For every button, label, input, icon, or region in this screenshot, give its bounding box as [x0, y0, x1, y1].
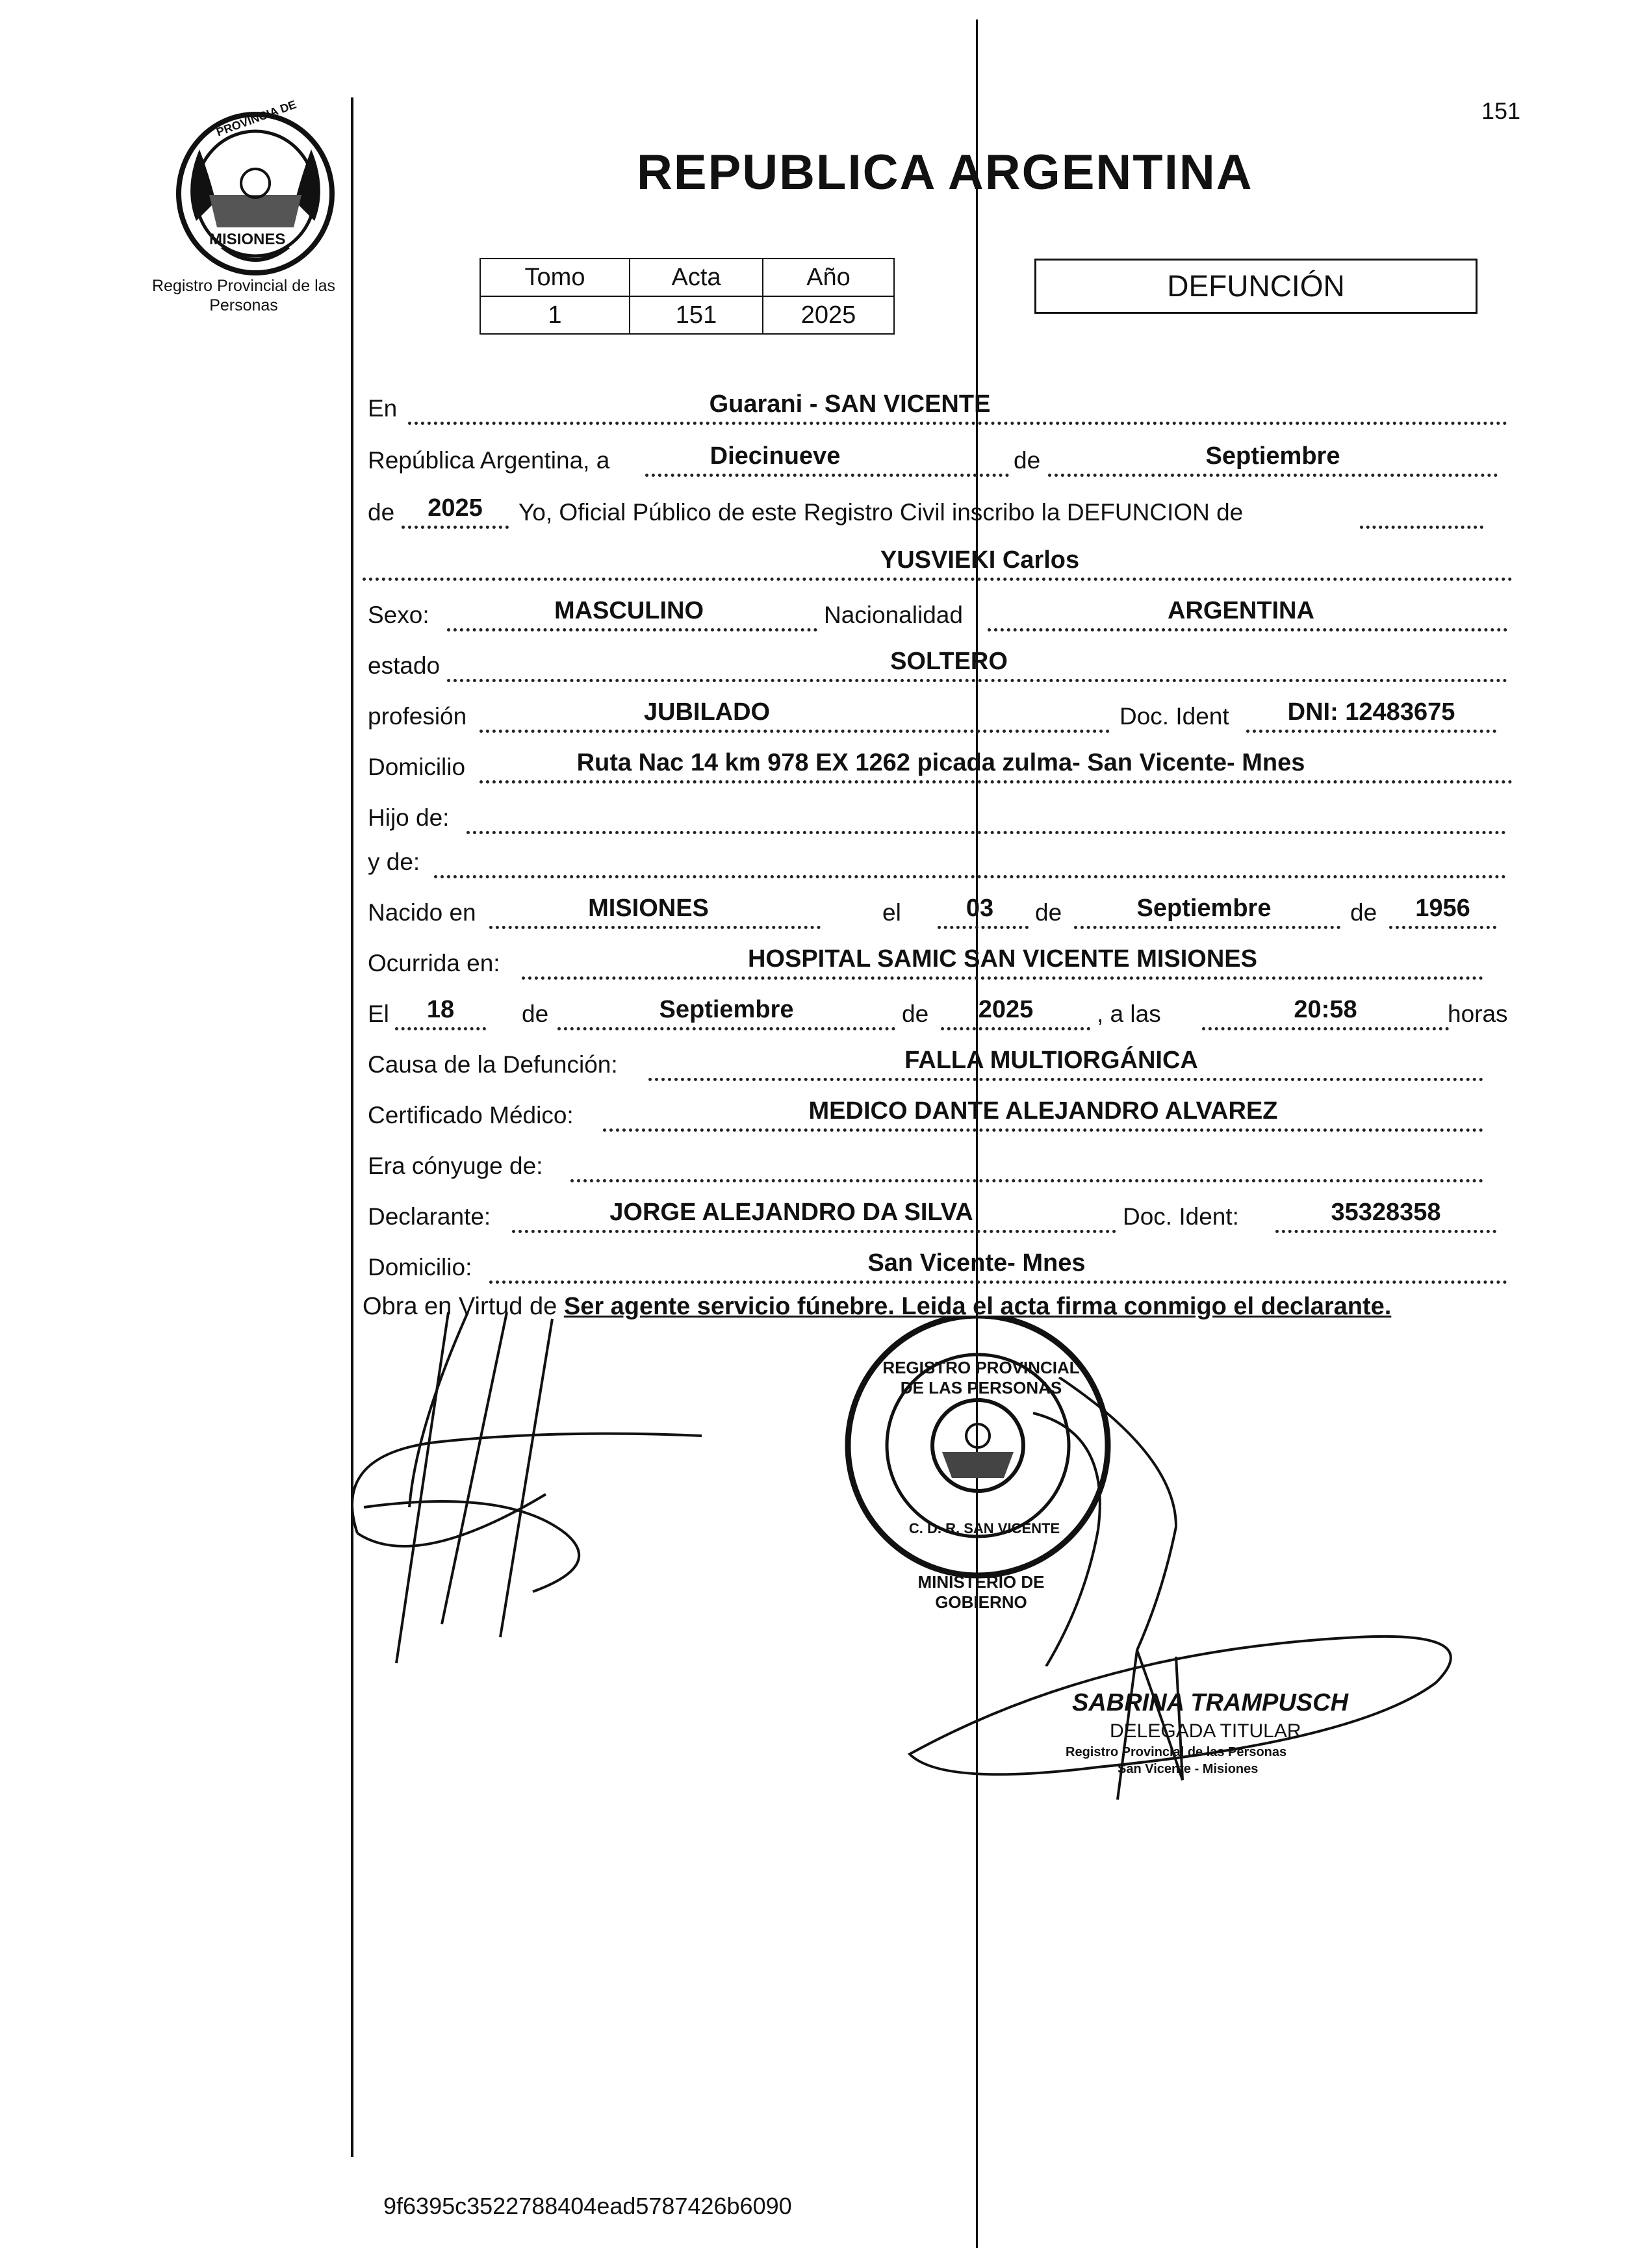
day-dotted-line [645, 474, 1009, 477]
line-domicilio [363, 748, 1513, 784]
sexo-label: Sexo: [368, 602, 429, 628]
el-label: el [882, 899, 901, 926]
domicilio-dotted-line [480, 780, 1513, 784]
nacionalidad-value: ARGENTINA [1168, 597, 1314, 624]
declarante-doc-label: Doc. Ident: [1123, 1203, 1239, 1230]
ocurrida-label: Ocurrida en: [368, 950, 500, 976]
line-hijo [363, 799, 1513, 834]
doc-label: Doc. Ident [1120, 703, 1229, 730]
line-fecha [363, 442, 1513, 477]
stamp-text-top: REGISTRO PROVINCIAL DE LAS PERSONAS [882, 1358, 1080, 1397]
declarante-label: Declarante: [368, 1203, 491, 1230]
domicilio-label: Domicilio [368, 754, 466, 780]
name-dotted-line [363, 578, 1513, 581]
profesion-value: JUBILADO [643, 698, 771, 726]
certificado-value: MEDICO DANTE ALEJANDRO ALVAREZ [808, 1097, 1278, 1125]
month-dotted-line [1048, 474, 1498, 477]
profesion-dotted-line [480, 730, 1110, 733]
registrar-title: DELEGADA TITULAR [1110, 1720, 1301, 1742]
document-title: REPUBLICA ARGENTINA [637, 145, 1253, 200]
nacido-place-value: MISIONES [588, 895, 709, 922]
record-table-value-row [480, 296, 894, 334]
emblem-text-bottom: MISIONES [209, 231, 286, 248]
causa-label: Causa de la Defunción: [368, 1051, 618, 1078]
record-table-header-row [480, 259, 894, 296]
line-nacido [363, 894, 1513, 929]
page-number: 151 [1481, 97, 1521, 124]
obra-value: Ser agente servicio fúnebre. Leida el acta firma conmigo el declarante. [563, 1293, 1392, 1320]
death-month-dotted-line [557, 1027, 895, 1030]
domicilio-value: Ruta Nac 14 km 978 EX 1262 picada zulma- San Vicente- Mnes [576, 749, 1305, 776]
de-label: de [1014, 447, 1041, 474]
record-type-box: DEFUNCIÓN [1034, 259, 1478, 314]
nacido-label: Nacido en [368, 899, 476, 926]
year-dotted-line [402, 526, 509, 529]
line-statement [363, 494, 1513, 529]
stamp-text-bottom: MINISTERIO DE GOBIERNO [917, 1572, 1045, 1612]
birth-year-dotted-line [1389, 926, 1496, 929]
line-conyuge [363, 1147, 1513, 1182]
month-value: Septiembre [1205, 442, 1340, 470]
registry-name: Registro Provincial de las Personas [151, 277, 336, 314]
declarante-value: JORGE ALEJANDRO DA SILVA [609, 1199, 973, 1226]
certificado-dotted-line [603, 1128, 1483, 1132]
line-deceased-name [363, 546, 1513, 581]
registrar-organization: Registro Provincial de las Personas [1066, 1745, 1287, 1759]
obra-prefix: Obra en Virtud de [363, 1293, 557, 1320]
doc-dotted-line [1246, 730, 1496, 733]
nacionalidad-dotted-line [988, 628, 1507, 631]
domicilio2-dotted-line [489, 1281, 1507, 1284]
domicilio2-label: Domicilio: [368, 1254, 472, 1281]
sexo-value: MASCULINO [554, 597, 704, 624]
acta-header: Acta [630, 259, 763, 296]
statement-text: Yo, Oficial Público de este Registro Civil inscribo la DEFUNCION de [518, 499, 1244, 526]
death-time-value: 20:58 [1294, 996, 1357, 1023]
birth-day-value: 03 [966, 895, 994, 922]
de-birth-month-label: de [1035, 899, 1062, 926]
declarante-doc-dotted-line [1275, 1230, 1496, 1233]
anio-header: Año [763, 259, 894, 296]
birth-year-value: 1956 [1415, 895, 1470, 922]
death-time-dotted-line [1202, 1027, 1449, 1030]
tomo-value: 1 [480, 296, 630, 334]
conyuge-dotted-line [570, 1179, 1483, 1182]
acta-value: 151 [630, 296, 763, 334]
birth-month-value: Septiembre [1136, 895, 1272, 922]
domicilio2-value: San Vicente- Mnes [867, 1249, 1086, 1277]
estado-label: estado [368, 652, 441, 679]
fold-line [976, 19, 978, 2248]
line-en [363, 390, 1513, 425]
province-emblem-icon [170, 110, 340, 281]
hijo-dotted-line [467, 831, 1506, 834]
de-birth-year-label: de [1350, 899, 1377, 926]
nacionalidad-label: Nacionalidad [824, 602, 963, 628]
line-ocurrida [363, 945, 1513, 980]
line-certificado [363, 1097, 1513, 1132]
line-causa [363, 1046, 1513, 1081]
republica-label: República Argentina, a [368, 447, 610, 474]
nacido-dotted-line [489, 926, 821, 929]
anio-value: 2025 [763, 296, 894, 334]
year-value: 2025 [428, 494, 483, 522]
stamp-text-inner: C. D. R. SAN VICENTE [908, 1520, 1060, 1536]
left-margin-line [351, 97, 353, 2157]
statement-dotted-line [1360, 526, 1483, 529]
death-month-value: Septiembre [659, 996, 794, 1023]
death-day-value: 18 [426, 996, 455, 1023]
en-dotted-line [408, 422, 1507, 425]
conyuge-label: Era cónyuge de: [368, 1153, 543, 1179]
registrar-location: San Vicente - Misiones [1118, 1762, 1259, 1776]
yde-label: y de: [368, 848, 420, 875]
line-profesion [363, 698, 1513, 733]
de-death-year-label: de [902, 1000, 929, 1027]
line-domicilio-declarante [363, 1249, 1513, 1284]
en-value: Guarani - SAN VICENTE [709, 390, 991, 418]
hijo-label: Hijo de: [368, 804, 450, 831]
death-day-dotted-line [395, 1027, 486, 1030]
declarante-dotted-line [512, 1230, 1116, 1233]
line-declarante [363, 1198, 1513, 1233]
el-death-label: El [368, 1000, 389, 1027]
declarante-doc-value: 35328358 [1331, 1199, 1441, 1226]
registrar-signature [903, 1377, 1488, 1871]
causa-value: FALLA MULTIORGÁNICA [904, 1047, 1198, 1074]
sexo-dotted-line [447, 628, 817, 631]
line-estado [363, 647, 1513, 682]
en-label: En [368, 395, 398, 422]
document-hash: 9f6395c3522788404ead5787426b6090 [383, 2193, 792, 2219]
emblem-text-top: PROVINCIA DE [214, 97, 298, 139]
deceased-name-value: YUSVIEKI Carlos [880, 546, 1080, 574]
alas-label: , a las [1097, 1000, 1161, 1027]
horas-label: horas [1448, 1000, 1508, 1027]
estado-value: SOLTERO [890, 648, 1008, 675]
estado-dotted-line [447, 679, 1507, 682]
birth-day-dotted-line [938, 926, 1029, 929]
tomo-header: Tomo [480, 259, 630, 296]
declarant-signature [338, 1299, 793, 1689]
yde-dotted-line [434, 875, 1506, 878]
de-year-label: de [368, 499, 395, 526]
line-fecha-defuncion [363, 995, 1513, 1030]
ocurrida-value: HOSPITAL SAMIC SAN VICENTE MISIONES [747, 945, 1257, 973]
line-yde [363, 843, 1513, 878]
de-death-month-label: de [522, 1000, 549, 1027]
birth-month-dotted-line [1074, 926, 1340, 929]
death-year-dotted-line [941, 1027, 1090, 1030]
registrar-name: SABRINA TRAMPUSCH [1072, 1689, 1349, 1716]
profesion-label: profesión [368, 703, 467, 730]
doc-value: DNI: 12483675 [1287, 698, 1455, 726]
ocurrida-dotted-line [522, 976, 1483, 980]
day-word-value: Diecinueve [710, 442, 841, 470]
record-table [480, 258, 895, 335]
causa-dotted-line [648, 1078, 1483, 1081]
death-year-value: 2025 [978, 996, 1034, 1023]
certificado-label: Certificado Médico: [368, 1102, 574, 1128]
line-sexo [363, 596, 1513, 631]
